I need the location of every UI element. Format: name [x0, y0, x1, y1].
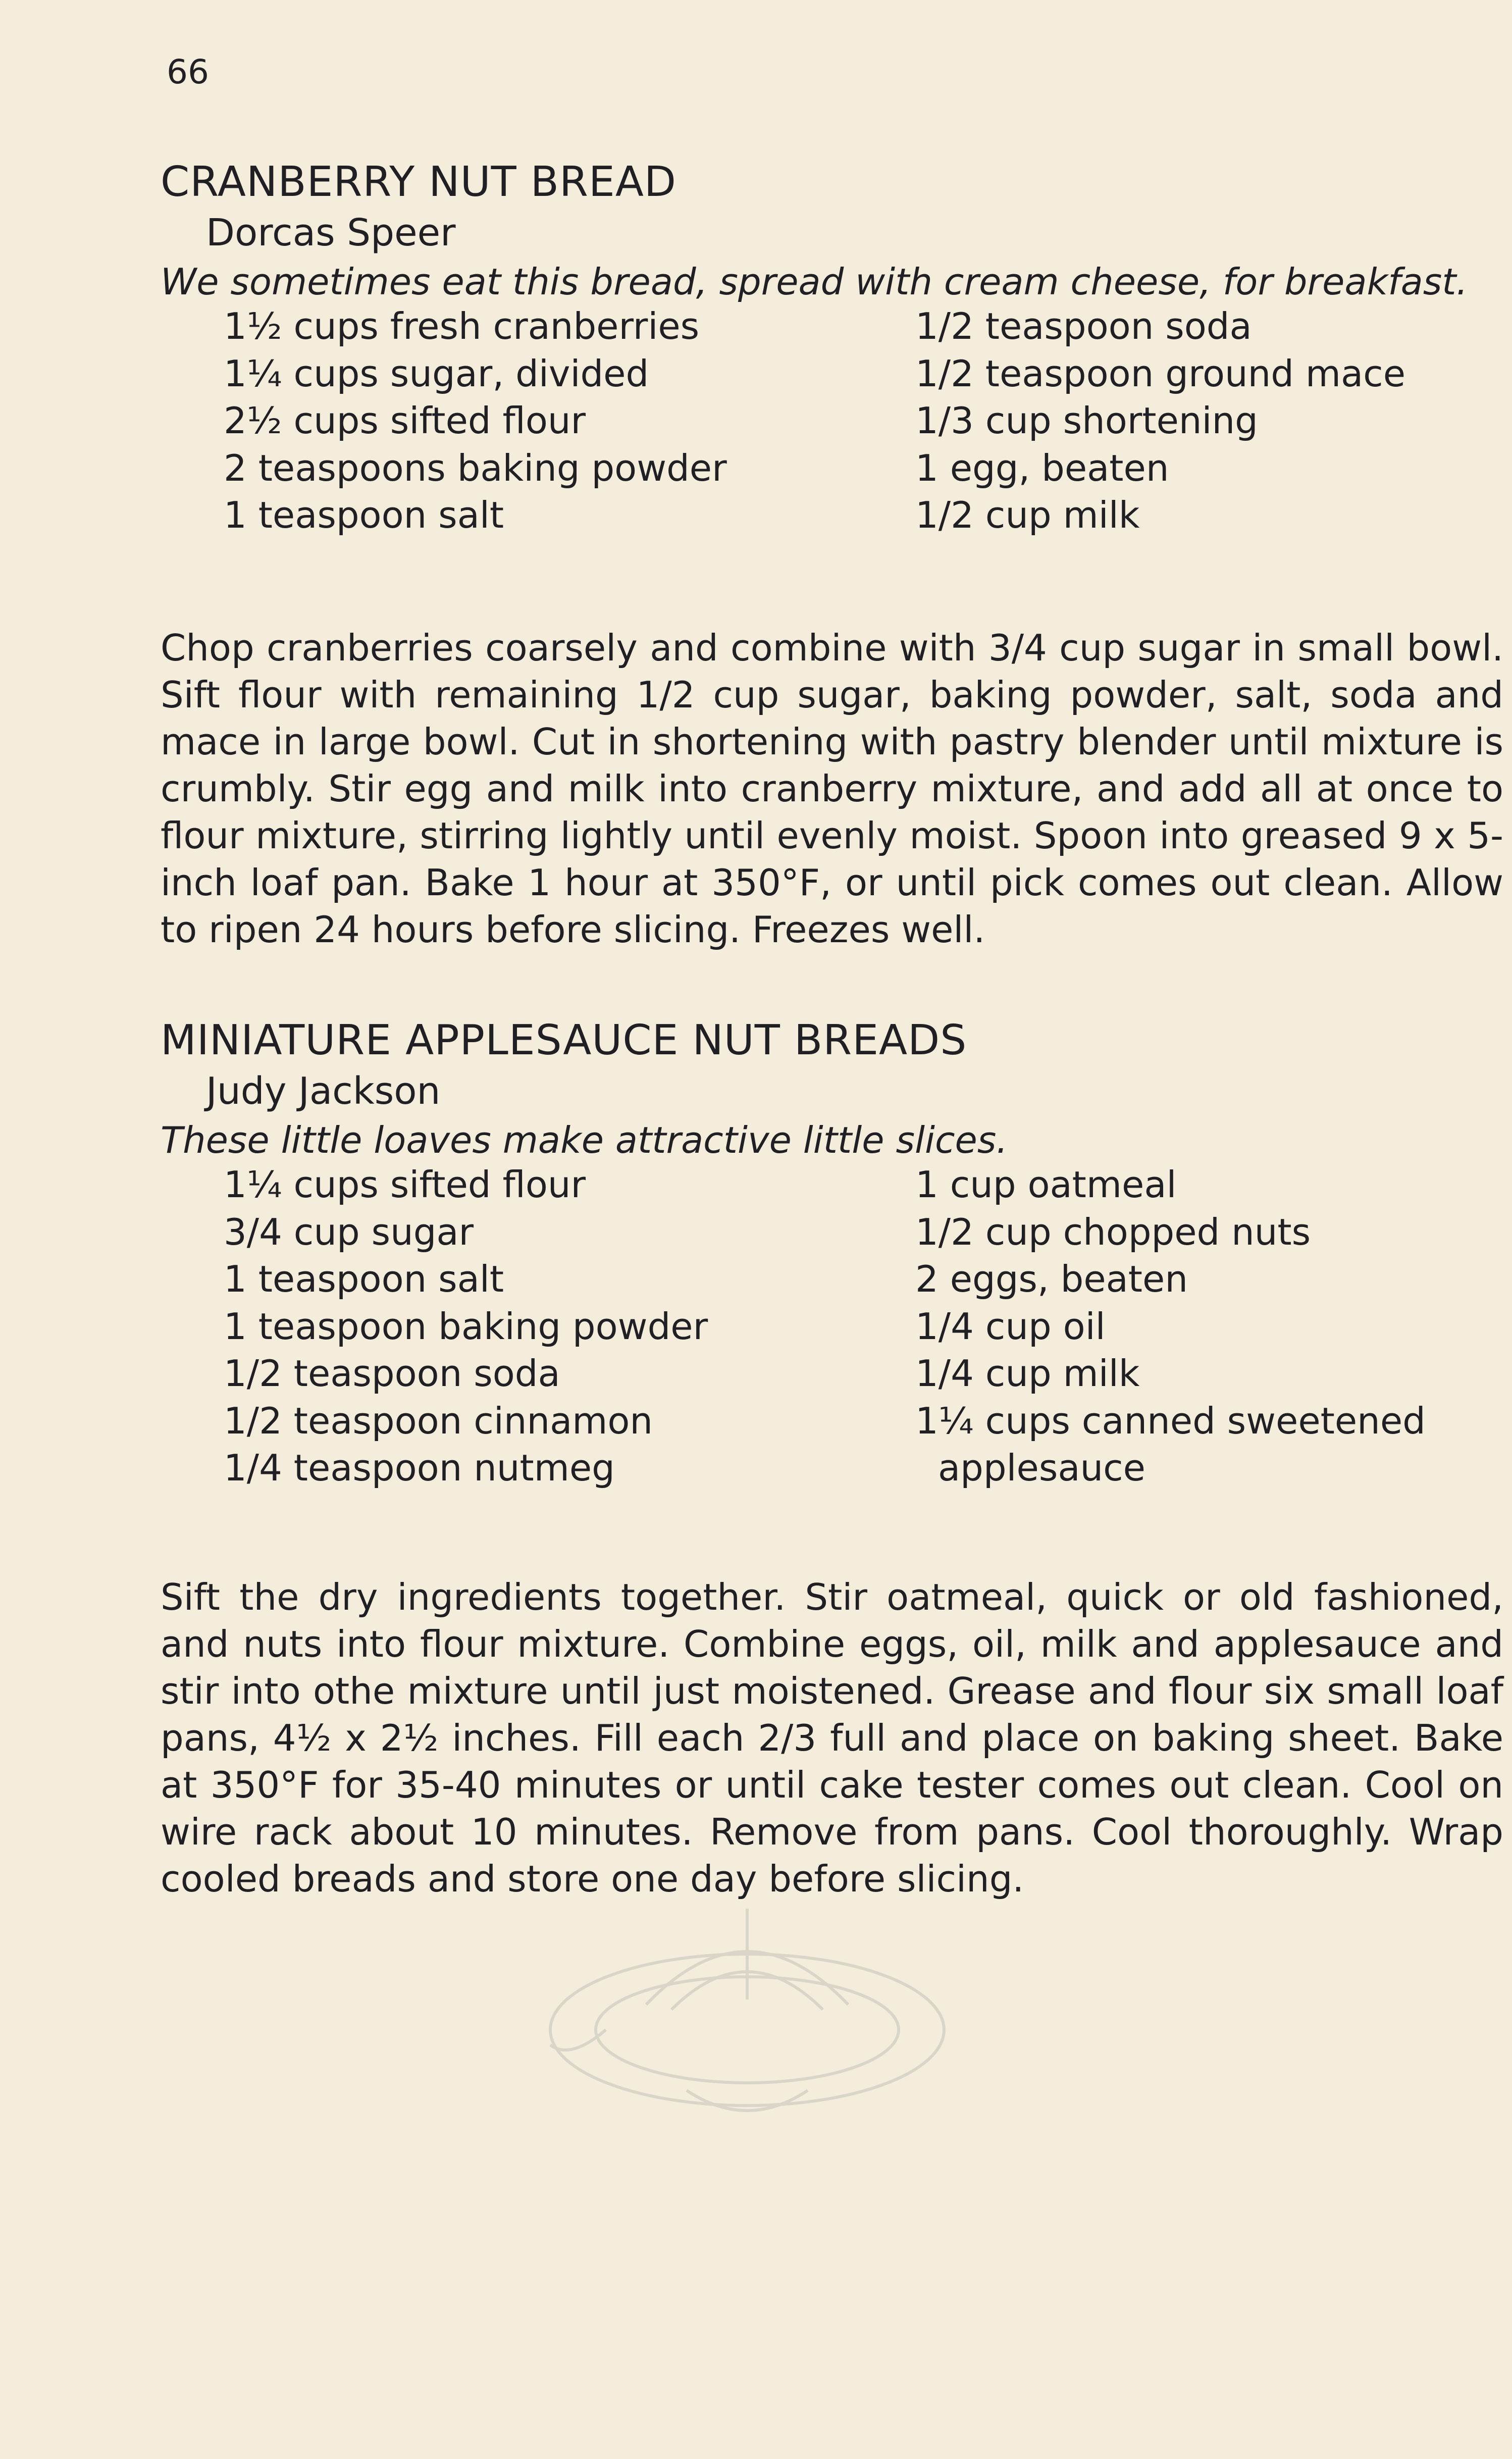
ingredient-column-right — [915, 303, 1405, 539]
recipe-title: CRANBERRY NUT BREAD — [161, 158, 677, 206]
ingredient-item: 1/2 teaspoon ground mace — [915, 352, 1406, 395]
ingredient-item: 1/4 cup milk — [915, 1352, 1140, 1395]
ingredient-item: 1 teaspoon baking powder — [224, 1305, 708, 1348]
recipe-miniature-applesauce-nut-breads — [161, 1016, 1503, 1900]
utensil-illustration-icon — [520, 1878, 974, 2141]
ingredient-item: 1/4 cup oil — [915, 1305, 1106, 1348]
ingredient-item: 1/3 cup shortening — [915, 399, 1258, 442]
ingredient-item: 1 teaspoon salt — [224, 494, 504, 536]
ingredient-item: 1¼ cups sifted flour — [224, 1163, 586, 1206]
ingredient-item: 1 egg, beaten — [915, 446, 1169, 489]
ingredient-column-right — [915, 1161, 1426, 1492]
recipe-author: Judy Jackson — [206, 1069, 441, 1113]
ingredient-item: 1¼ cups canned sweetened — [915, 1399, 1426, 1442]
recipe-method: Chop cranberries coarsely and combine with 3/4 cup sugar in small bowl. Sift flour with remaining 1/2 cup sugar, baking powder, salt, soda and mace in large bowl. Cut in shortening with pastry blender until mixture is crumbly. Stir egg and milk into cranberry mixture, and add all at once to flour mixture, stirring lightly until evenly moist. Spoon into greased 9 x 5-inch loaf pan. Bake 1 hour at 350°F, or until pick comes out clean. Allow to ripen 24 hours before slicing. Freezes well. — [161, 627, 1503, 951]
ingredient-item: 2½ cups sifted flour — [224, 399, 586, 442]
ingredient-column-left — [224, 303, 727, 539]
ingredient-item: 1¼ cups sugar, divided — [224, 352, 649, 395]
ingredient-item: 1/4 teaspoon nutmeg — [224, 1447, 615, 1489]
recipe-note: These little loaves make attractive little slices. — [161, 1119, 1008, 1161]
recipe-method: Sift the dry ingredients together. Stir oatmeal, quick or old fashioned, and nuts into flour mixture. Combine eggs, oil, milk and applesauce and stir into othe mixture until just moistened. Grease and flour six small loaf pans, 4½ x 2½ inches. Fill each 2/3 full and place on baking sheet. Bake at 350°F for 35-40 minutes or until cake tester comes out clean. Cool on wire rack about 10 minutes. Remove from pans. Cool thoroughly. Wrap cooled breads and store one day before slicing. — [161, 1576, 1503, 1900]
ingredient-item: 1½ cups fresh cranberries — [224, 305, 700, 347]
ingredient-item: 1/2 teaspoon cinnamon — [224, 1399, 653, 1442]
recipe-cranberry-nut-bread — [161, 158, 1503, 951]
ingredient-item: 2 teaspoons baking powder — [224, 446, 727, 489]
recipe-title: MINIATURE APPLESAUCE NUT BREADS — [161, 1016, 967, 1064]
ingredient-column-left — [224, 1161, 708, 1492]
ingredient-item: 1/2 teaspoon soda — [224, 1352, 560, 1395]
ingredient-item: 1 cup oatmeal — [915, 1163, 1177, 1206]
ingredient-item: 1/2 cup milk — [915, 494, 1140, 536]
ingredient-item: 1 teaspoon salt — [224, 1258, 504, 1300]
recipe-note: We sometimes eat this bread, spread with cream cheese, for breakfast. — [161, 261, 1468, 303]
recipe-author: Dorcas Speer — [206, 211, 456, 254]
page-number: 66 — [167, 53, 209, 91]
ingredient-item: applesauce — [938, 1447, 1145, 1489]
ingredient-item: 1/2 teaspoon soda — [915, 305, 1252, 347]
ingredient-item: 2 eggs, beaten — [915, 1258, 1188, 1300]
ingredient-item: 3/4 cup sugar — [224, 1210, 474, 1253]
ingredient-item: 1/2 cup chopped nuts — [915, 1210, 1311, 1253]
ingredient-list — [161, 1161, 1503, 1495]
ingredient-list — [161, 303, 1503, 540]
